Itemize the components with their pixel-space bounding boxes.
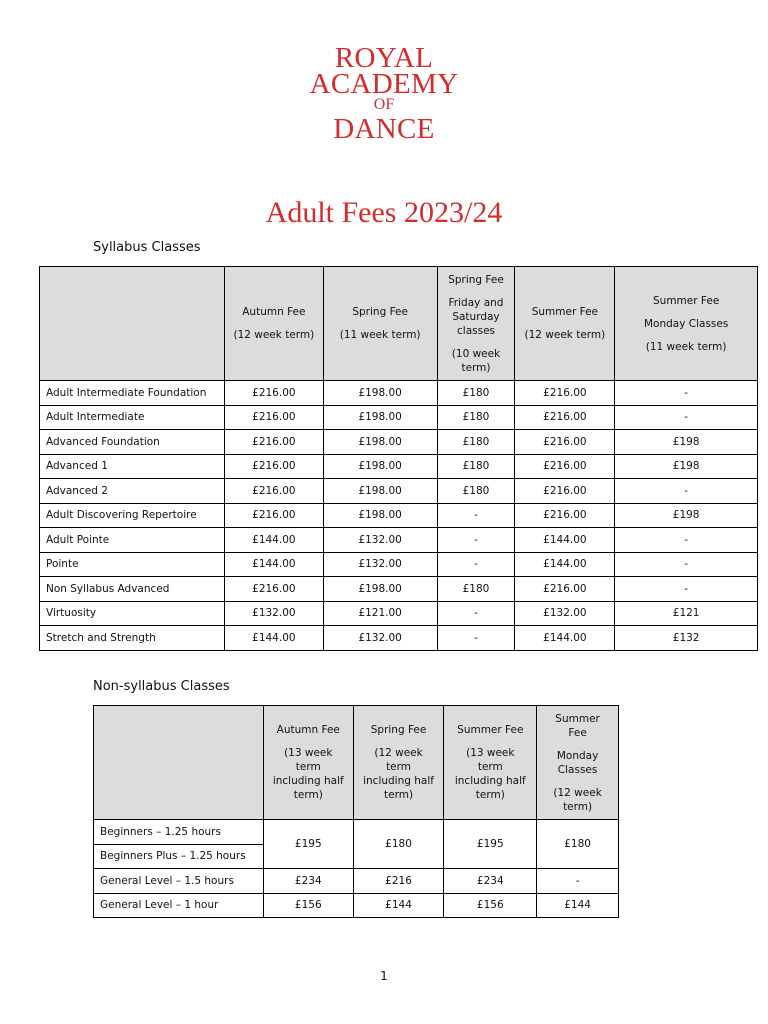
column-header-line: including half [363, 775, 434, 787]
column-header-line: Saturday [452, 310, 500, 323]
logo-line-of: OF [373, 96, 395, 113]
column-header-line: term) [293, 789, 323, 801]
fee-cell: £180 [437, 479, 515, 504]
column-header-line: Spring Fee [352, 306, 408, 318]
fee-cell: £132.00 [323, 552, 437, 577]
fee-cell: £198.00 [323, 430, 437, 455]
fee-cell: £216.00 [515, 454, 615, 479]
row-label: Adult Intermediate Foundation [40, 381, 225, 406]
column-header-line: Autumn Fee [242, 306, 306, 318]
fee-cell: £216.00 [515, 577, 615, 602]
fee-cell: £216.00 [515, 503, 615, 528]
column-header-line: (13 week [284, 747, 333, 759]
column-header [444, 706, 537, 820]
fee-cell: £180 [437, 405, 515, 430]
row-label: Stretch and Strength [40, 626, 225, 651]
row-label: General Level – 1.5 hours [94, 869, 264, 894]
column-header-line: Classes [557, 763, 598, 776]
column-header-line: term) [384, 789, 414, 801]
fee-cell: £144 [353, 893, 444, 918]
fee-cell: £198.00 [323, 405, 437, 430]
fee-cell: £216 [353, 869, 444, 894]
fee-cell: - [615, 381, 758, 406]
column-header-line: (13 week [466, 747, 515, 759]
fee-cell: £216.00 [224, 381, 323, 406]
header-blank-cell [40, 267, 225, 381]
table-row [94, 869, 619, 894]
table-header-row [40, 267, 758, 381]
academy-logo [0, 42, 768, 145]
table-row [40, 430, 758, 455]
row-label: Advanced Foundation [40, 430, 225, 455]
fee-cell: - [615, 528, 758, 553]
fee-cell: £216.00 [224, 503, 323, 528]
fee-cell: £156 [444, 893, 537, 918]
table-row [40, 479, 758, 504]
column-header-line: Spring Fee [448, 273, 504, 286]
fee-cell: £144 [537, 893, 619, 918]
row-label: Beginners – 1.25 hours [94, 820, 264, 845]
table-header-row [94, 706, 619, 820]
fee-cell: £216.00 [515, 479, 615, 504]
table-row [40, 552, 758, 577]
column-header-line: Friday and [448, 296, 504, 309]
column-header-line: (10 week [451, 347, 501, 360]
column-header-line: (12 week term) [524, 329, 606, 341]
row-label: Advanced 1 [40, 454, 225, 479]
logo-line-dance: DANCE [333, 113, 435, 145]
fee-cell: - [437, 626, 515, 651]
column-header-line: (12 week [374, 747, 423, 759]
table-row [94, 820, 619, 845]
fee-cell: £198 [615, 430, 758, 455]
fee-cell: £195 [263, 820, 353, 869]
column-header-line: Monday Classes [643, 317, 729, 330]
logo-line-academy: ACADEMY [309, 68, 459, 100]
fee-cell: £198.00 [323, 479, 437, 504]
table-row [40, 381, 758, 406]
row-label: General Level – 1 hour [94, 893, 264, 918]
fee-cell: £216.00 [515, 405, 615, 430]
column-header-line: term [386, 761, 411, 773]
fee-cell: - [615, 479, 758, 504]
table-row [40, 503, 758, 528]
fee-cell: £132.00 [323, 626, 437, 651]
fee-cell: £144.00 [515, 528, 615, 553]
fee-cell: £198.00 [323, 577, 437, 602]
fee-cell: £216.00 [224, 454, 323, 479]
fee-cell: £234 [263, 869, 353, 894]
fee-cell: £180 [437, 577, 515, 602]
column-header [323, 267, 437, 381]
logo-line-royal: ROYAL [334, 42, 434, 74]
fee-cell: £180 [437, 430, 515, 455]
column-header-line: (12 week [553, 786, 602, 799]
fee-cell: £198.00 [323, 454, 437, 479]
fee-cell: £180 [353, 820, 444, 869]
fee-cell: - [437, 503, 515, 528]
fee-cell: £144.00 [515, 626, 615, 651]
fee-cell: £216.00 [515, 430, 615, 455]
fee-cell: - [437, 552, 515, 577]
fee-cell: £216.00 [224, 430, 323, 455]
column-header [437, 267, 515, 381]
table-row [40, 626, 758, 651]
column-header-line: classes [457, 324, 495, 337]
table-row [94, 893, 619, 918]
fee-cell: £198 [615, 503, 758, 528]
column-header-line: Summer Fee [457, 724, 524, 736]
column-header-line: Monday [556, 749, 599, 762]
fee-cell: £156 [263, 893, 353, 918]
fee-cell: £144.00 [515, 552, 615, 577]
fee-cell: - [615, 577, 758, 602]
table-row [40, 405, 758, 430]
column-header-line: including half [272, 775, 344, 787]
column-header [353, 706, 444, 820]
column-header [615, 267, 758, 381]
column-header-line: term [477, 761, 503, 773]
column-header-line: (12 week term) [233, 329, 315, 341]
column-header-line: Spring Fee [370, 724, 427, 736]
fee-cell: £198 [615, 454, 758, 479]
fee-cell: £132.00 [515, 601, 615, 626]
row-label: Adult Intermediate [40, 405, 225, 430]
column-header-line: (11 week term) [339, 329, 421, 341]
fee-cell: £144.00 [224, 626, 323, 651]
row-label: Non Syllabus Advanced [40, 577, 225, 602]
row-label: Pointe [40, 552, 225, 577]
fee-cell: - [537, 869, 619, 894]
column-header-line: term) [563, 800, 593, 813]
fee-cell: £132.00 [323, 528, 437, 553]
column-header-line: Summer Fee [653, 294, 720, 307]
row-label: Adult Discovering Repertoire [40, 503, 225, 528]
column-header-line: Autumn Fee [276, 724, 340, 736]
fee-cell: £180 [437, 454, 515, 479]
non-syllabus-heading: Non-syllabus Classes [93, 679, 230, 694]
table-row [40, 601, 758, 626]
fee-cell: £132 [615, 626, 758, 651]
column-header [537, 706, 619, 820]
column-header-line: Fee [568, 726, 587, 739]
fee-cell: £198.00 [323, 503, 437, 528]
fee-cell: £216.00 [224, 577, 323, 602]
fee-cell: £216.00 [224, 479, 323, 504]
column-header-line: including half [454, 775, 526, 787]
table-row [40, 577, 758, 602]
fee-cell: - [437, 601, 515, 626]
header-blank-cell [94, 706, 264, 820]
fee-cell: £216.00 [515, 381, 615, 406]
column-header [515, 267, 615, 381]
fee-cell: £195 [444, 820, 537, 869]
fee-cell: £121.00 [323, 601, 437, 626]
column-header-line: Summer [555, 712, 600, 725]
column-header-line: term [295, 761, 321, 773]
column-header-line: (11 week term) [645, 340, 727, 353]
fee-cell: £216.00 [224, 405, 323, 430]
column-header [224, 267, 323, 381]
syllabus-fees-table [39, 266, 758, 651]
fee-cell: £121 [615, 601, 758, 626]
syllabus-heading: Syllabus Classes [93, 240, 201, 255]
page-number: 1 [380, 969, 388, 983]
fee-cell: £144.00 [224, 528, 323, 553]
column-header [263, 706, 353, 820]
column-header-line: term) [461, 361, 491, 374]
fee-cell: £234 [444, 869, 537, 894]
row-label: Virtuosity [40, 601, 225, 626]
fee-cell: £180 [537, 820, 619, 869]
fee-cell: - [437, 528, 515, 553]
fee-cell: £198.00 [323, 381, 437, 406]
column-header-line: term) [475, 789, 505, 801]
row-label: Adult Pointe [40, 528, 225, 553]
page-title: Adult Fees 2023/24 [265, 196, 503, 229]
table-row [40, 528, 758, 553]
fee-cell: £180 [437, 381, 515, 406]
table-row [40, 454, 758, 479]
fee-cell: - [615, 405, 758, 430]
fee-cell: £144.00 [224, 552, 323, 577]
fee-cell: £132.00 [224, 601, 323, 626]
non-syllabus-fees-table [93, 705, 619, 918]
row-label: Beginners Plus – 1.25 hours [94, 844, 264, 869]
row-label: Advanced 2 [40, 479, 225, 504]
fee-cell: - [615, 552, 758, 577]
column-header-line: Summer Fee [531, 306, 598, 318]
